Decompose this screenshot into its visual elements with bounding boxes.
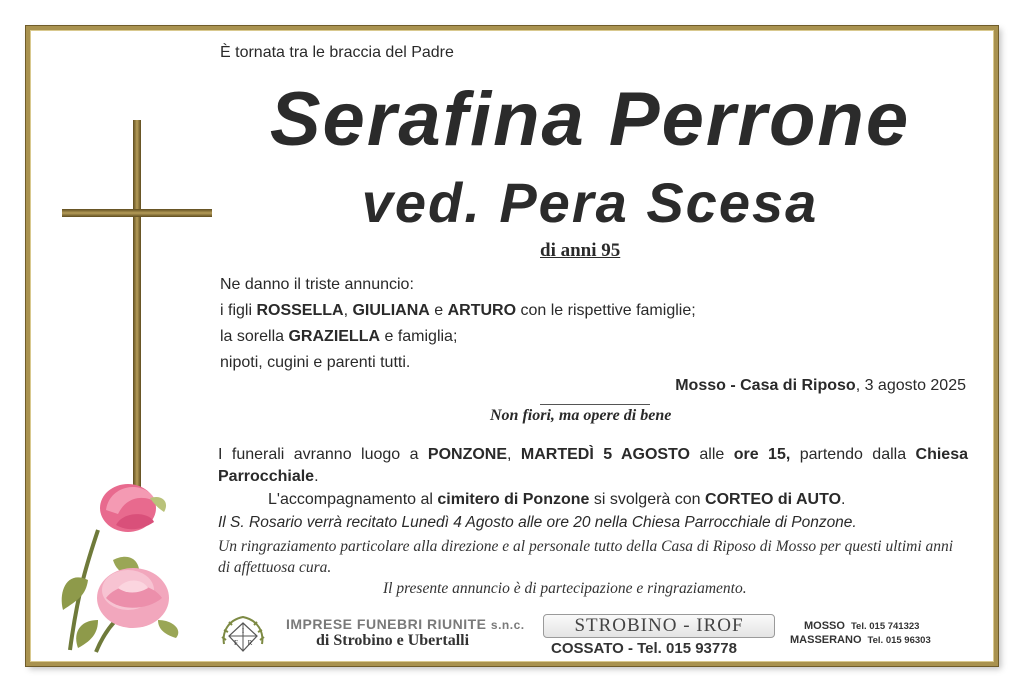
child-name: ARTURO <box>447 302 517 319</box>
brand-box: STROBINO - IROF <box>543 614 775 638</box>
thanks-text: Un ringraziamento particolare alla direzione e al personale tutto della Casa di Riposo di Mosso per questi ultimi anni di affettuosa cura. <box>218 538 954 576</box>
office-masserano: MASSERANO Tel. 015 96303 <box>790 634 931 646</box>
child-name: ROSSELLA <box>256 302 344 319</box>
sister-name: GRAZIELLA <box>288 328 381 345</box>
funeral-company-name: IMPRESE FUNEBRI RIUNITE s.n.c. <box>286 616 525 632</box>
funeral-company-owners: di Strobino e Ubertalli <box>316 632 470 649</box>
accompaniment-text: L'accompagnamento al cimitero di Ponzone si svolgerà con CORTEO di AUTO. <box>268 491 846 508</box>
cossato-phone: COSSATO - Tel. 015 93778 <box>551 640 737 657</box>
announcement-line: nipoti, cugini e parenti tutti. <box>220 354 411 371</box>
flowers-icon <box>58 470 188 655</box>
svg-text:R: R <box>247 639 253 647</box>
divider <box>540 404 650 405</box>
svg-text:F: F <box>234 639 238 647</box>
age-text: di anni 95 <box>540 240 621 261</box>
office-mosso: MOSSO Tel. 015 741323 <box>804 620 920 632</box>
ifr-logo-icon <box>220 614 266 654</box>
svg-text:I: I <box>241 627 245 635</box>
child-name: GIULIANA <box>352 302 430 319</box>
notice-text: Il presente annuncio è di partecipazione e ringraziamento. <box>383 580 747 597</box>
announcement-line: la sorella GRAZIELLA e famiglia; <box>220 328 458 345</box>
funeral-details: I funerali avranno luogo a PONZONE, MARTEDÌ 5 AGOSTO alle ore 15, partendo dalla Chiesa Parrocchiale. <box>218 446 968 485</box>
deceased-married-name: ved. Pera Scesa <box>361 171 819 234</box>
announcement-line: Ne danno il triste annuncio: <box>220 276 414 293</box>
place-date: Mosso - Casa di Riposo, 3 agosto 2025 <box>675 377 966 394</box>
deceased-name: Serafina Perrone <box>269 77 911 162</box>
rosary-text: Il S. Rosario verrà recitato Lunedì 4 Agosto alle ore 20 nella Chiesa Parrocchiale di Ponzone. <box>218 514 857 531</box>
intro-text: È tornata tra le braccia del Padre <box>220 44 454 61</box>
announcement-line: i figli ROSSELLA, GIULIANA e ARTURO con le rispettive famiglie; <box>220 302 696 319</box>
non-fiori-text: Non fiori, ma opere di bene <box>490 407 672 424</box>
